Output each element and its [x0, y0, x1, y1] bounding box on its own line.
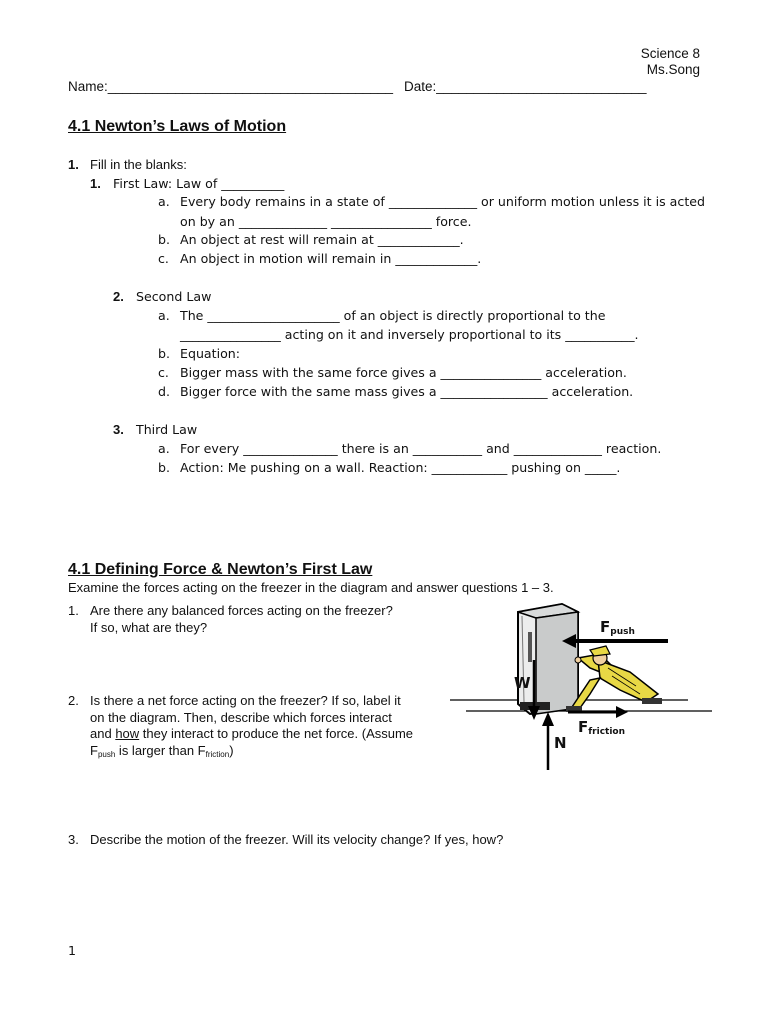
- s2-q2-fpush-sub: push: [97, 750, 116, 759]
- person-pushing-icon: [566, 646, 662, 712]
- law1-a-line1: Every body remains in a state of ______________ or uniform motion unless it is acted: [180, 194, 706, 209]
- freezer-diagram-svg: [440, 598, 720, 778]
- s2-q2-fpush-f: F: [90, 743, 98, 758]
- section2-intro: Examine the forces acting on the freezer in the diagram and answer questions 1 – 3.: [68, 580, 554, 595]
- law2-b-marker: b.: [158, 346, 170, 361]
- fpush-label-sub: push: [610, 627, 635, 637]
- law3-b: Action: Me pushing on a wall. Reaction: ____________ pushing on _____.: [180, 460, 621, 475]
- s2-q2-line3: [90, 726, 413, 741]
- ffriction-label-sub: friction: [588, 727, 626, 737]
- law3-a-marker: a.: [158, 441, 170, 456]
- law1-title: First Law: Law of __________: [113, 176, 285, 191]
- s2-q3: Describe the motion of the freezer. Will its velocity change? If yes, how?: [90, 832, 504, 847]
- ffriction-arrowhead: [616, 706, 628, 718]
- s2-q2-line4-end: ): [229, 743, 234, 758]
- law1-a-line2: on by an ______________ ________________ force.: [180, 214, 472, 229]
- fpush-label: [600, 618, 635, 637]
- s2-q1-number: 1.: [68, 603, 79, 618]
- course-label: Science 8: [640, 46, 700, 61]
- ffriction-label: [578, 718, 625, 737]
- page-number: 1: [68, 943, 77, 958]
- law2-a-line2: ________________ acting on it and inversely proportional to its ___________.: [180, 327, 639, 342]
- law3-b-marker: b.: [158, 460, 170, 475]
- section1-title: 4.1 Newton’s Laws of Motion: [68, 118, 287, 135]
- ffriction-label-f: F: [578, 718, 589, 736]
- s2-q1-line1: Are there any balanced forces acting on the freezer?: [90, 603, 393, 618]
- normal-label: N: [554, 734, 567, 752]
- s2-q2-number: 2.: [68, 693, 79, 708]
- fpush-label-f: F: [600, 618, 611, 636]
- law1-c: An object in motion will remain in _____________.: [180, 251, 482, 266]
- s2-q1-line2: If so, what are they?: [90, 620, 208, 635]
- teacher-label: Ms.Song: [646, 62, 700, 77]
- s2-q2-line4: [90, 743, 234, 759]
- law2-d: Bigger force with the same mass gives a _________________ acceleration.: [180, 384, 634, 399]
- law2-d-marker: d.: [158, 384, 170, 399]
- q1-number: 1.: [68, 157, 79, 172]
- s2-q2-line3-a: and: [90, 726, 116, 741]
- law2-a-line1: The _____________________ of an object is directly proportional to the: [180, 308, 606, 323]
- law1-b-marker: b.: [158, 232, 170, 247]
- law1-a-marker: a.: [158, 194, 170, 209]
- law2-title: Second Law: [136, 289, 212, 304]
- law2-b: Equation:: [180, 346, 241, 361]
- law2-c-marker: c.: [158, 365, 169, 380]
- normal-arrowhead: [542, 712, 554, 726]
- law3-title: Third Law: [136, 422, 198, 437]
- s2-q2-ffriction-sub: friction: [205, 750, 230, 759]
- freezer-diagram: [440, 598, 720, 778]
- s2-q2-line3-b: they interact to produce the net force. (Assume: [139, 726, 414, 741]
- name-field[interactable]: Name:______________________________________: [68, 79, 394, 94]
- s2-q2-how: how: [115, 726, 140, 741]
- q1-text: Fill in the blanks:: [90, 157, 187, 172]
- section2-title: 4.1 Defining Force & Newton’s First Law: [68, 561, 373, 578]
- s2-q2-line4-mid: is larger than F: [115, 743, 206, 758]
- s2-q2-line2: on the diagram. Then, describe which forces interact: [90, 710, 392, 725]
- freezer-icon: [518, 604, 578, 714]
- law2-number: 2.: [113, 289, 124, 304]
- s2-q3-number: 3.: [68, 832, 79, 847]
- s2-q2-line1: Is there a net force acting on the freezer? If so, label it: [90, 693, 401, 708]
- law2-c: Bigger mass with the same force gives a ________________ acceleration.: [180, 365, 627, 380]
- law1-b: An object at rest will remain at _____________.: [180, 232, 464, 247]
- law2-a-marker: a.: [158, 308, 170, 323]
- law1-c-marker: c.: [158, 251, 169, 266]
- law1-number: 1.: [90, 176, 101, 191]
- weight-label: W: [514, 674, 531, 692]
- law3-number: 3.: [113, 422, 124, 437]
- date-field[interactable]: Date:____________________________: [404, 79, 647, 94]
- law3-a: For every _______________ there is an ___________ and ______________ reaction.: [180, 441, 662, 456]
